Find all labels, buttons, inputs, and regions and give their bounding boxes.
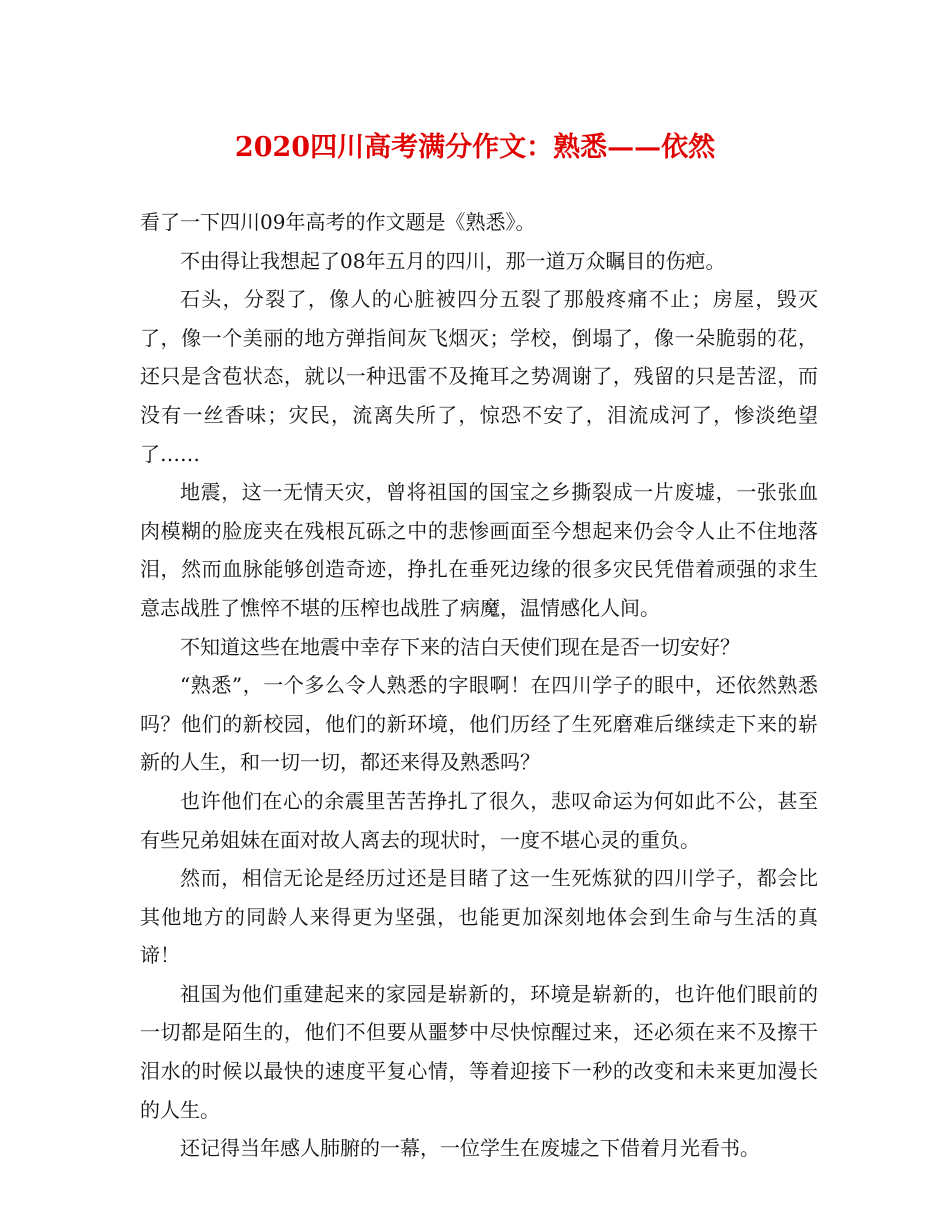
document-title: 2020四川高考满分作文：熟悉——依然 bbox=[234, 132, 716, 163]
paragraph-4: 地震，这一无情天灾，曾将祖国的国宝之乡撕裂成一片废墟，一张张血肉模糊的脸庞夹在残根瓦砾之中的悲惨画面至今想起来仍会令人止不住地落泪，然而血脉能够创造奇迹，挣扎在垂死边缘的很多灾民凭借着顽强的求生意志战胜了憔悴不堪的压榨也战胜了病魔，温情感化人间。 bbox=[140, 480, 818, 620]
paragraph-6: “熟悉”，一个多么令人熟悉的字眼啊！在四川学子的眼中，还依然熟悉吗？他们的新校园，他们的新环境，他们历经了生死磨难后继续走下来的崭新的人生，和一切一切，都还来得及熟悉吗？ bbox=[140, 673, 818, 775]
paragraph-3: 石头，分裂了，像人的心脏被四分五裂了那般疼痛不止；房屋，毁灭了，像一个美丽的地方弹指间灰飞烟灭；学校，倒塌了，像一朵脆弱的花，还只是含苞状态，就以一种迅雷不及掩耳之势凋谢了，残留的只是苦涩，而没有一丝香味；灾民，流离失所了，惊恐不安了，泪流成河了，惨淡绝望了…… bbox=[140, 287, 818, 466]
paragraph-5: 不知道这些在地震中幸存下来的洁白天使们现在是否一切安好？ bbox=[180, 634, 740, 659]
paragraph-1: 看了一下四川09年高考的作文题是《熟悉》。 bbox=[140, 210, 536, 234]
paragraph-9: 祖国为他们重建起来的家园是崭新的，环境是崭新的，也许他们眼前的一切都是陌生的，他们不但要从噩梦中尽快惊醒过来，还必须在来不及擦干泪水的时候以最快的速度平复心情，等着迎接下一秒的改变和未来更加漫长的人生。 bbox=[140, 981, 818, 1122]
paragraph-2: 不由得让我想起了08年五月的四川，那一道万众瞩目的伤疤。 bbox=[180, 248, 726, 273]
paragraph-8: 然而，相信无论是经历过还是目睹了这一生死炼狱的四川学子，都会比其他地方的同龄人来得更为坚强，也能更加深刻地体会到生命与生活的真谛！ bbox=[140, 866, 818, 968]
paragraph-7: 也许他们在心的余震里苦苦挣扎了很久，悲叹命运为何如此不公，甚至有些兄弟姐妹在面对故人离去的现状时，一度不堪心灵的重负。 bbox=[140, 788, 818, 852]
document-body bbox=[140, 203, 818, 1168]
paragraph-10: 还记得当年感人肺腑的一幕，一位学生在废墟之下借着月光看书。 bbox=[180, 1136, 760, 1161]
